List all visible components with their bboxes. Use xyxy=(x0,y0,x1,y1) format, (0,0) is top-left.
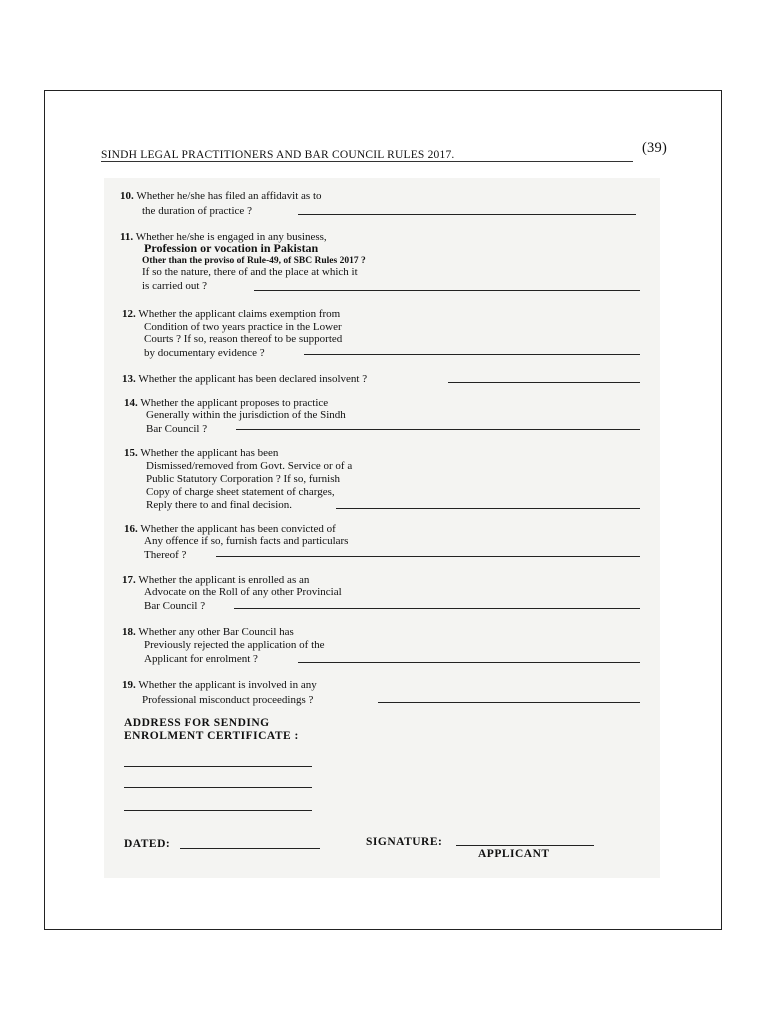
dated-label: DATED: xyxy=(124,838,171,850)
question-11-line-5: is carried out ? xyxy=(142,280,208,292)
question-17-line-3: Bar Council ? xyxy=(144,600,206,612)
question-17-line-2: Advocate on the Roll of any other Provincial xyxy=(144,586,342,598)
address-heading-line-2: ENROLMENT CERTIFICATE : xyxy=(124,730,299,742)
question-16-line-1: 16. Whether the applicant has been convicted of xyxy=(124,523,336,535)
question-14-line-3: Bar Council ? xyxy=(146,423,208,435)
question-18-line-2: Previously rejected the application of the xyxy=(144,639,325,651)
question-18-line-3: Applicant for enrolment ? xyxy=(144,653,258,665)
answer-blank-16[interactable] xyxy=(216,556,640,557)
question-12-line-3: Courts ? If so, reason thereof to be supported xyxy=(144,333,343,345)
question-17-line-1: 17. Whether the applicant is enrolled as an xyxy=(122,574,310,586)
answer-blank-11[interactable] xyxy=(254,290,640,291)
page-title: SINDH LEGAL PRACTITIONERS AND BAR COUNCIL RULES 2017. xyxy=(101,149,455,161)
address-heading-line-1: ADDRESS FOR SENDING xyxy=(124,717,270,729)
question-11-line-3: Other than the proviso of Rule-49, of SBC Rules 2017 ? xyxy=(142,256,366,266)
dated-blank[interactable] xyxy=(180,848,320,849)
question-11-line-4: If so the nature, there of and the place at which it xyxy=(142,266,358,278)
answer-blank-14[interactable] xyxy=(236,429,640,430)
address-blank-1[interactable] xyxy=(124,766,312,767)
question-13-line-1: 13. Whether the applicant has been declared insolvent ? xyxy=(122,373,368,385)
header-rule xyxy=(101,161,633,162)
scanned-form xyxy=(104,178,660,878)
question-12-line-2: Condition of two years practice in the Lower xyxy=(144,321,342,333)
signature-label: SIGNATURE: xyxy=(366,836,443,848)
question-19-line-2: Professional misconduct proceedings ? xyxy=(142,694,314,706)
question-18-line-1: 18. Whether any other Bar Council has xyxy=(122,626,294,638)
question-15-line-5: Reply there to and final decision. xyxy=(146,499,293,511)
address-blank-3[interactable] xyxy=(124,810,312,811)
question-15-line-4: Copy of charge sheet statement of charges, xyxy=(146,486,335,498)
answer-blank-10[interactable] xyxy=(298,214,636,215)
page-number: (39) xyxy=(642,140,667,156)
question-14-line-2: Generally within the jurisdiction of the Sindh xyxy=(146,409,346,421)
applicant-label: APPLICANT xyxy=(478,848,550,860)
answer-blank-13[interactable] xyxy=(448,382,640,383)
question-12-line-1: 12. Whether the applicant claims exemption from xyxy=(122,308,341,320)
answer-blank-12[interactable] xyxy=(304,354,640,355)
page-header xyxy=(101,140,667,163)
address-blank-2[interactable] xyxy=(124,787,312,788)
question-15-line-3: Public Statutory Corporation ? If so, furnish xyxy=(146,473,341,485)
question-11-line-2: Profession or vocation in Pakistan xyxy=(144,241,319,255)
question-10-line-1: 10. Whether he/she has filed an affidavit as to xyxy=(120,190,322,202)
question-16-line-3: Thereof ? xyxy=(144,549,187,561)
question-11-line-1: 11. Whether he/she is engaged in any business, xyxy=(120,231,327,243)
question-16-line-2: Any offence if so, furnish facts and particulars xyxy=(144,535,349,547)
answer-blank-15[interactable] xyxy=(336,508,640,509)
question-14-line-1: 14. Whether the applicant proposes to practice xyxy=(124,397,329,409)
question-15-line-2: Dismissed/removed from Govt. Service or of a xyxy=(146,460,353,472)
answer-blank-18[interactable] xyxy=(298,662,640,663)
answer-blank-17[interactable] xyxy=(234,608,640,609)
question-19-line-1: 19. Whether the applicant is involved in any xyxy=(122,679,317,691)
question-15-line-1: 15. Whether the applicant has been xyxy=(124,447,279,459)
signature-blank[interactable] xyxy=(456,845,594,846)
answer-blank-19[interactable] xyxy=(378,702,640,703)
question-12-line-4: by documentary evidence ? xyxy=(144,347,265,359)
question-10-line-2: the duration of practice ? xyxy=(142,205,252,217)
